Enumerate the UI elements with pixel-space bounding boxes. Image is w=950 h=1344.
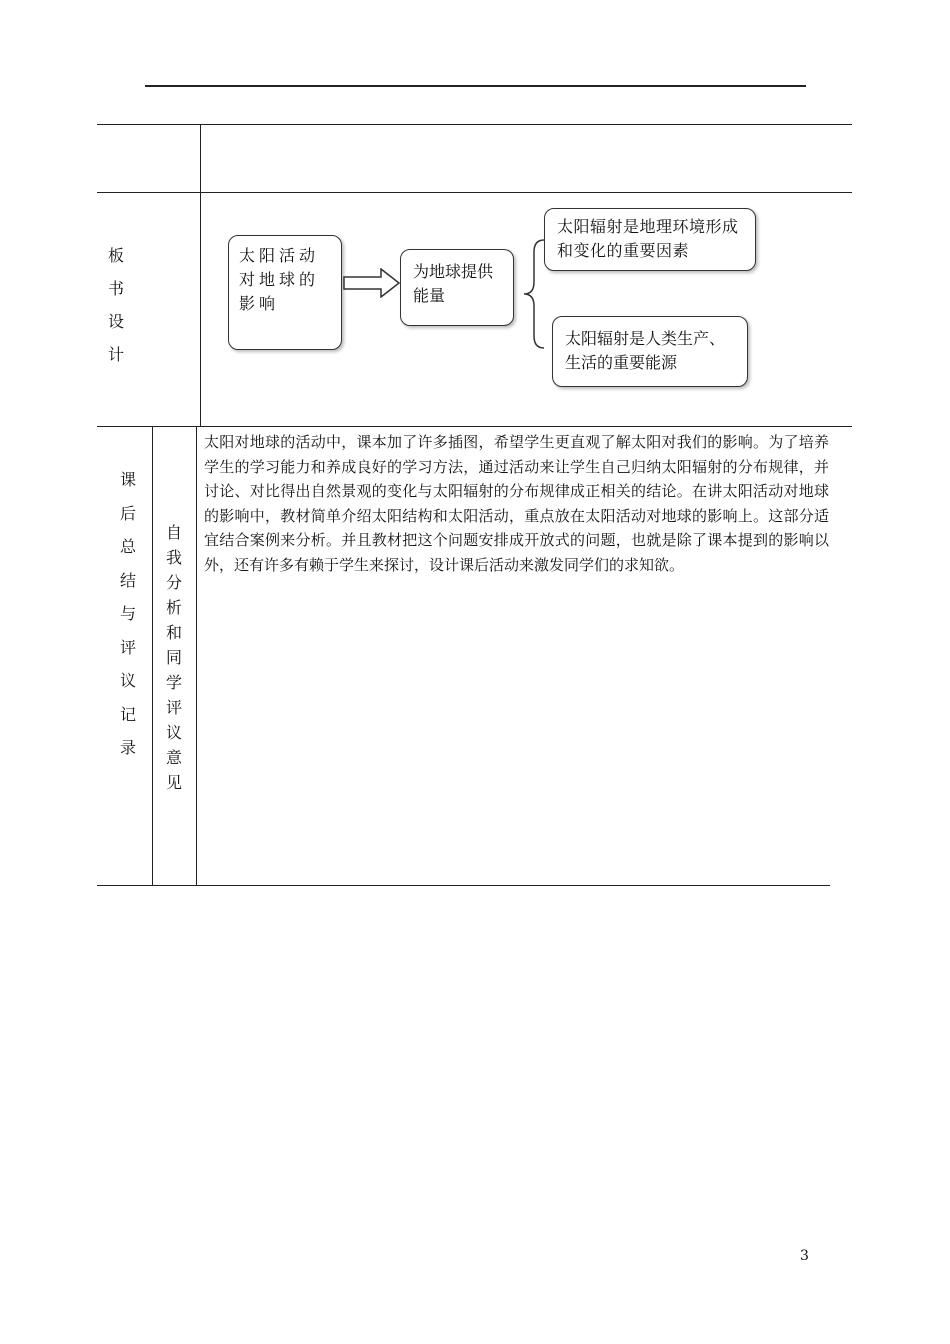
page-number: 3 — [800, 1248, 809, 1264]
branch-brace-icon — [516, 238, 546, 350]
flow-start-box: 太阳活动对地球的影响 — [228, 235, 342, 350]
board-design-label: 板 书 设 计 — [107, 246, 124, 364]
column-divider-upper — [200, 124, 201, 426]
header-rule — [145, 85, 806, 87]
flow-middle-box: 为地球提供能量 — [400, 249, 514, 326]
outcome-box-1: 太阳辐射是地理环境形成和变化的重要因素 — [544, 208, 756, 271]
row-divider-1 — [97, 192, 852, 193]
review-paragraph: 太阳对地球的活动中，课本加了许多插图，希望学生更直观了解太阳对我们的影响。为了培养学生的学习能力和养成良好的学习方法，通过活动来让学生自己归纳太阳辐射的分布规律，并讨论、对比得出自然景观的变化与太阳辐射的分布规律成正相关的结论。在讲太阳活动对地球的影响中，教材简单介绍太阳结构和太阳活动，重点放在太阳活动对地球的影响上。这部分适宜结合案例来分析。并且教材把这个问题安排成开放式的问题，也就是除了课本提到的影响以外，还有许多有赖于学生来探讨，设计课后活动来激发同学们的求知欲。 — [204, 433, 829, 574]
outcome-box-2: 太阳辐射是人类生产、生活的重要能源 — [552, 316, 748, 387]
flow-arrow-icon — [343, 268, 401, 298]
row-divider-2 — [97, 426, 852, 427]
self-analysis-label: 自 我 分 析 和 同 学 评 议 意 见 — [165, 523, 182, 792]
table-top-border — [97, 124, 852, 125]
table-bottom-border — [97, 885, 830, 886]
review-label: 课 后 总 结 与 评 议 记 录 — [119, 470, 136, 757]
